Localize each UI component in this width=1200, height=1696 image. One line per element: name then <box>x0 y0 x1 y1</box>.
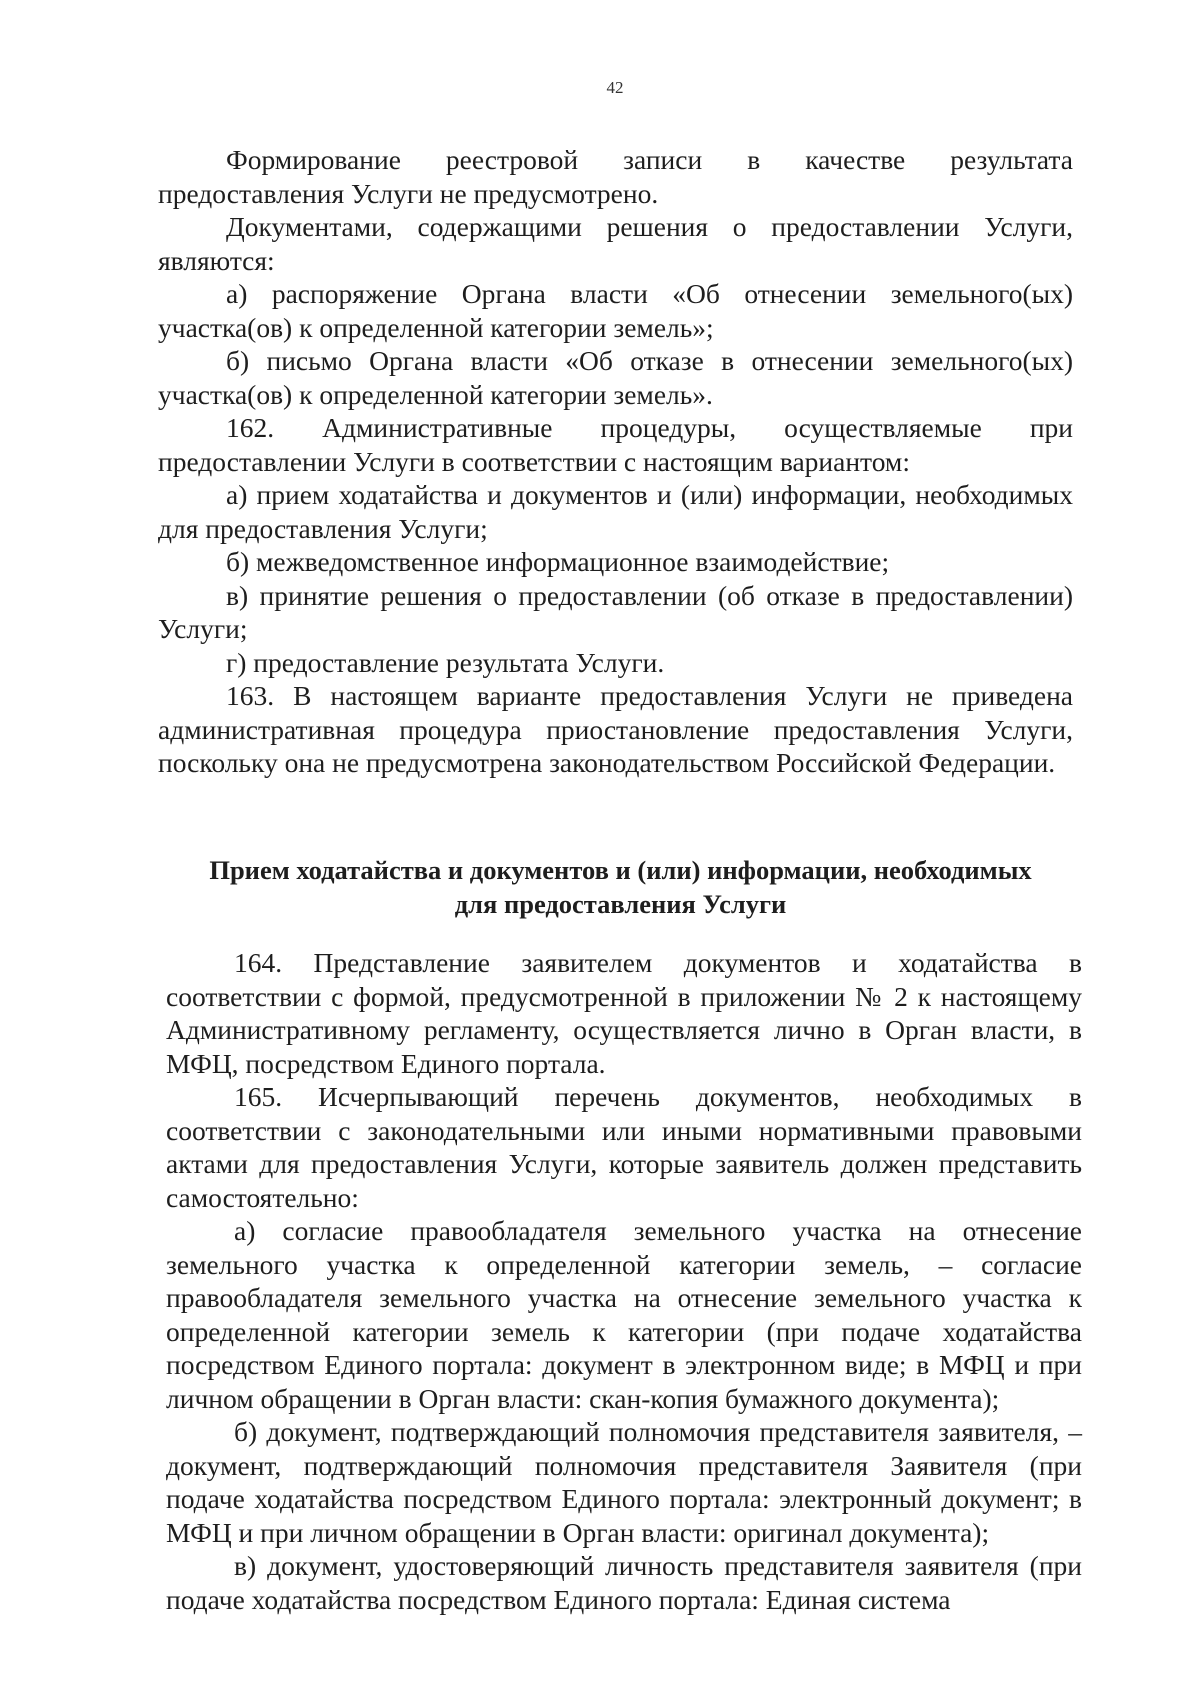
paragraph: в) документ, удостоверяющий личность представителя заявителя (при подаче ходатайства посредством Единого портала: Единая система <box>166 1550 1082 1615</box>
paragraph: б) межведомственное информационное взаимодействие; <box>226 546 890 577</box>
paragraph: в) принятие решения о предоставлении (об отказе в предоставлении) Услуги; <box>158 579 1073 644</box>
page-number: 42 <box>606 78 624 97</box>
paragraph: а) согласие правообладателя земельного участка на отнесение земельного участка к определенной категории земель, – согласие правообладателя земельного участка на отнесение земельного участка к определенной категории земель к категории (при подаче ходатайства посредством Единого портала: документ в электронном виде; в МФЦ и при личном обращении в Орган власти: скан-копия бумажного документа); <box>166 1215 1082 1414</box>
paragraph: б) документ, подтверждающий полномочия представителя заявителя, – документ, подтверждающий полномочия представителя Заявителя (при подаче ходатайства посредством Единого портала: электронный документ; в МФЦ и при личном обращении в Орган власти: оригинал документа); <box>166 1416 1082 1548</box>
paragraph: 164. Представление заявителем документов и ходатайства в соответствии с формой, предусмотренной в приложении № 2 к настоящему Административному регламенту, осуществляется лично в Орган власти, в МФЦ, посредством Единого портала. <box>166 947 1082 1079</box>
paragraph: 162. Административные процедуры, осуществляемые при предоставлении Услуги в соответствии с настоящим вариантом: <box>158 412 1073 477</box>
paragraph: 165. Исчерпывающий перечень документов, необходимых в соответствии с законодательными или иными нормативными правовыми актами для предоставления Услуги, которые заявитель должен представить самостоятельно: <box>166 1081 1082 1213</box>
paragraph: 163. В настоящем варианте предоставления Услуги не приведена административная процедура приостановление предоставления Услуги, поскольку она не предусмотрена законодательством Российской Федерации. <box>158 680 1073 778</box>
text-block-submission <box>166 946 1082 1616</box>
paragraph: б) письмо Органа власти «Об отказе в отнесении земельного(ых) участка(ов) к определенной категории земель». <box>158 345 1073 410</box>
heading-line: Прием ходатайства и документов и (или) информации, необходимых <box>209 855 1032 885</box>
heading-line: для предоставления Услуги <box>454 889 787 919</box>
paragraph: а) распоряжение Органа власти «Об отнесении земельного(ых) участка(ов) к определенной категории земель»; <box>158 278 1073 343</box>
paragraph: Формирование реестровой записи в качестве результата предоставления Услуги не предусмотрено. <box>158 144 1073 209</box>
paragraph: Документами, содержащими решения о предоставлении Услуги, являются: <box>158 211 1073 276</box>
paragraph: а) прием ходатайства и документов и (или) информации, необходимых для предоставления Услуги; <box>158 479 1073 544</box>
paragraph: г) предоставление результата Услуги. <box>226 646 665 678</box>
text-block-results <box>158 143 1073 780</box>
section-heading <box>168 853 1073 921</box>
